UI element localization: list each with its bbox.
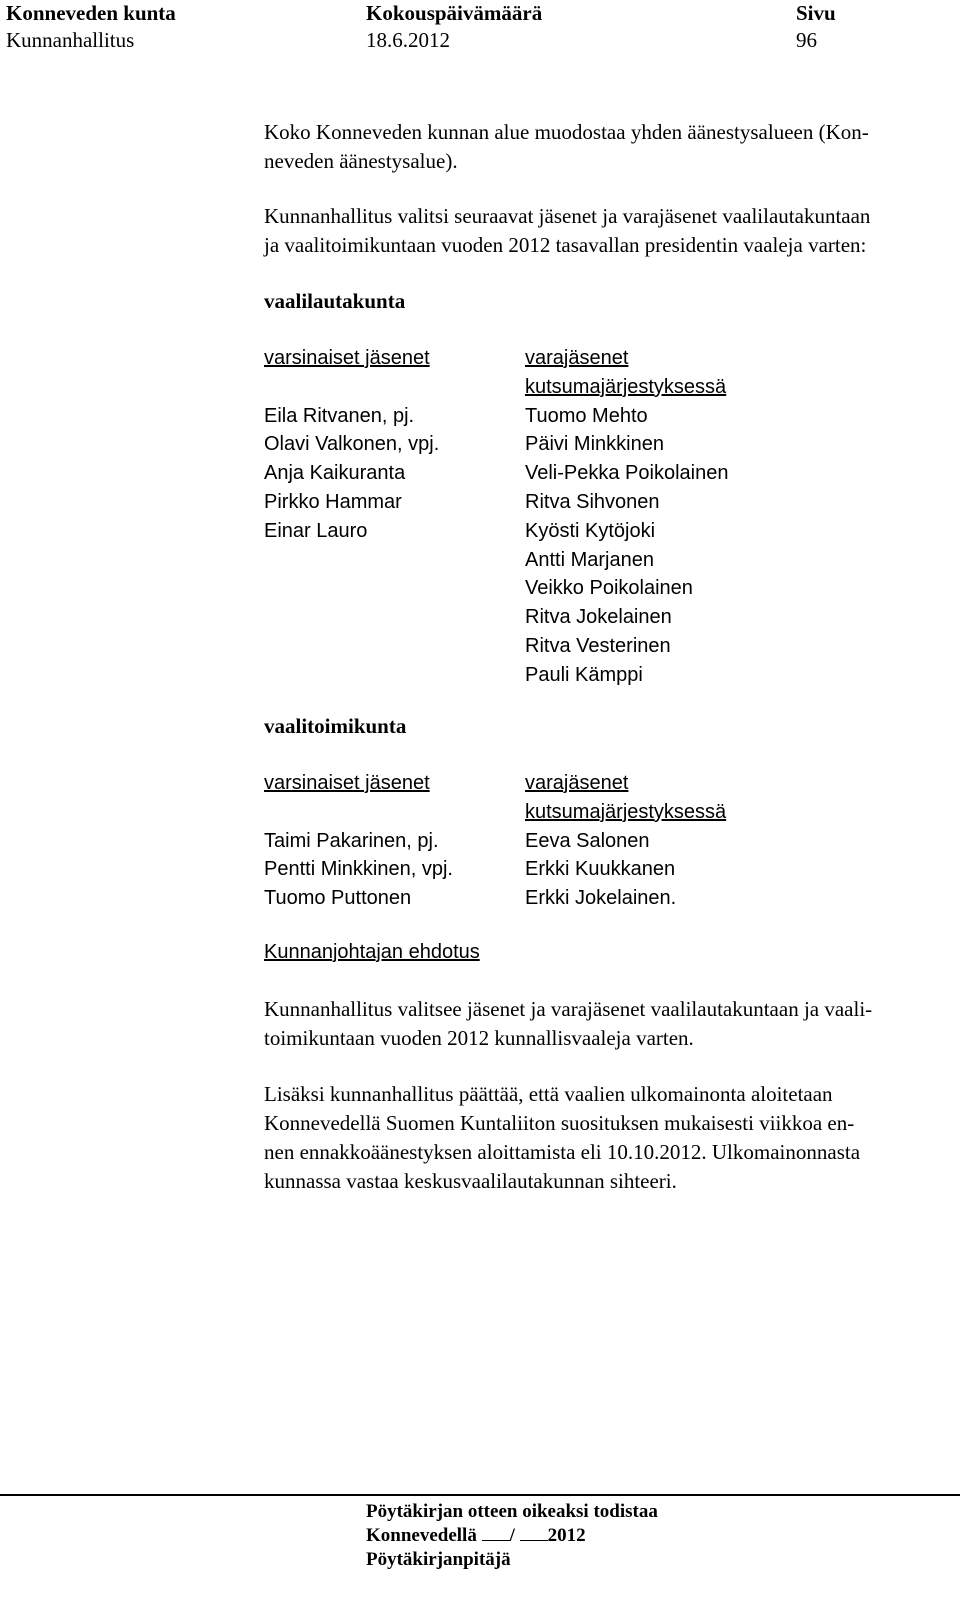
day-blank [482,1524,510,1541]
municipality-name: Konneveden kunta [6,1,176,25]
board-deputies-heading-2: kutsumajärjestyksessä [525,375,727,398]
committee-member: Pentti Minkkinen, vpj. [264,858,453,881]
intro-p2-line1: Kunnanhallitus valitsi seuraavat jäsenet ja varajäsenet vaalilautakuntaan [264,204,871,228]
proposal-p1-line2: toimikuntaan vuoden 2012 kunnallisvaaleja varten. [264,1026,694,1050]
committee-heading: vaalitoimikunta [264,714,407,738]
footer-slash: / [509,1525,515,1546]
proposal-p2-line1: Lisäksi kunnanhallitus päättää, että vaalien ulkomainonta aloitetaan [264,1082,833,1106]
footer-divider [0,1494,960,1496]
proposal-p1-line1: Kunnanhallitus valitsee jäsenet ja varajäsenet vaalilautakuntaan ja vaali- [264,997,873,1021]
page-label: Sivu [796,1,836,25]
proposal-p2-line3: nen ennakkoäänestyksen aloittamista eli 10.10.2012. Ulkomainonnasta [264,1140,861,1164]
board-deputy: Pauli Kämppi [525,663,643,686]
footer-year: 2012 [547,1525,586,1546]
proposal-paragraph-2 [264,1080,940,1196]
board-deputy: Ritva Sihvonen [525,490,660,513]
board-deputy: Veikko Poikolainen [525,577,693,600]
committee-members-column [264,769,453,913]
spacer [264,798,453,827]
intro-paragraph-2 [264,202,940,260]
board-member: Einar Lauro [264,519,368,542]
proposal-paragraph-1 [264,995,940,1053]
footer-secretary: Pöytäkirjanpitäjä [366,1549,511,1570]
board-member: Olavi Valkonen, vpj. [264,433,440,456]
spacer [264,373,439,402]
proposal-p2-line2: Konnevedellä Suomen Kuntaliiton suosituksen mukaisesti viikkoa en- [264,1111,855,1135]
footer-place: Konnevedellä [366,1525,477,1546]
date-label: Kokouspäivämäärä [366,1,543,25]
board-members-column [264,344,439,546]
board-deputy: Päivi Minkkinen [525,433,664,456]
intro-p2-line2: ja vaalitoimikuntaan vuoden 2012 tasavallan presidentin vaaleja varten: [264,233,867,257]
committee-deputies-heading-1: varajäsenet [525,772,629,794]
committee-deputy: Erkki Kuukkanen [525,858,676,881]
footer-place-date [366,1524,586,1548]
board-heading: vaalilautakunta [264,289,406,313]
board-deputy: Kyösti Kytöjoki [525,519,656,542]
board-deputy: Ritva Vesterinen [525,634,671,657]
meeting-date: 18.6.2012 [366,28,450,52]
board-deputies-column [525,344,728,690]
committee-deputy: Eeva Salonen [525,829,650,852]
committee-deputy: Erkki Jokelainen. [525,887,677,910]
proposal-heading: Kunnanjohtajan ehdotus [264,941,480,963]
intro-p1-line2: neveden äänestysalue). [264,149,458,173]
body-name: Kunnanhallitus [6,28,135,52]
intro-paragraph-1 [264,118,940,176]
board-deputy: Antti Marjanen [525,548,654,571]
committee-member: Taimi Pakarinen, pj. [264,829,439,852]
page-number: 96 [796,28,817,52]
board-deputies-heading-1: varajäsenet [525,347,629,369]
committee-members-heading: varsinaiset jäsenet [264,772,430,794]
intro-p1-line1: Koko Konneveden kunnan alue muodostaa yhden äänestysalueen (Kon- [264,120,869,144]
board-deputy: Ritva Jokelainen [525,606,672,629]
board-deputy: Veli-Pekka Poikolainen [525,462,729,485]
board-member: Anja Kaikuranta [264,462,406,485]
footer-certify: Pöytäkirjan otteen oikeaksi todistaa [366,1501,658,1522]
month-blank [520,1524,548,1541]
committee-member: Tuomo Puttonen [264,887,412,910]
committee-deputies-column [525,769,726,913]
board-members-heading: varsinaiset jäsenet [264,347,430,369]
board-member: Pirkko Hammar [264,490,402,513]
committee-deputies-heading-2: kutsumajärjestyksessä [525,800,727,823]
proposal-p2-line4: kunnassa vastaa keskusvaalilautakunnan sihteeri. [264,1169,677,1193]
board-deputy: Tuomo Mehto [525,404,648,427]
board-member: Eila Ritvanen, pj. [264,404,415,427]
